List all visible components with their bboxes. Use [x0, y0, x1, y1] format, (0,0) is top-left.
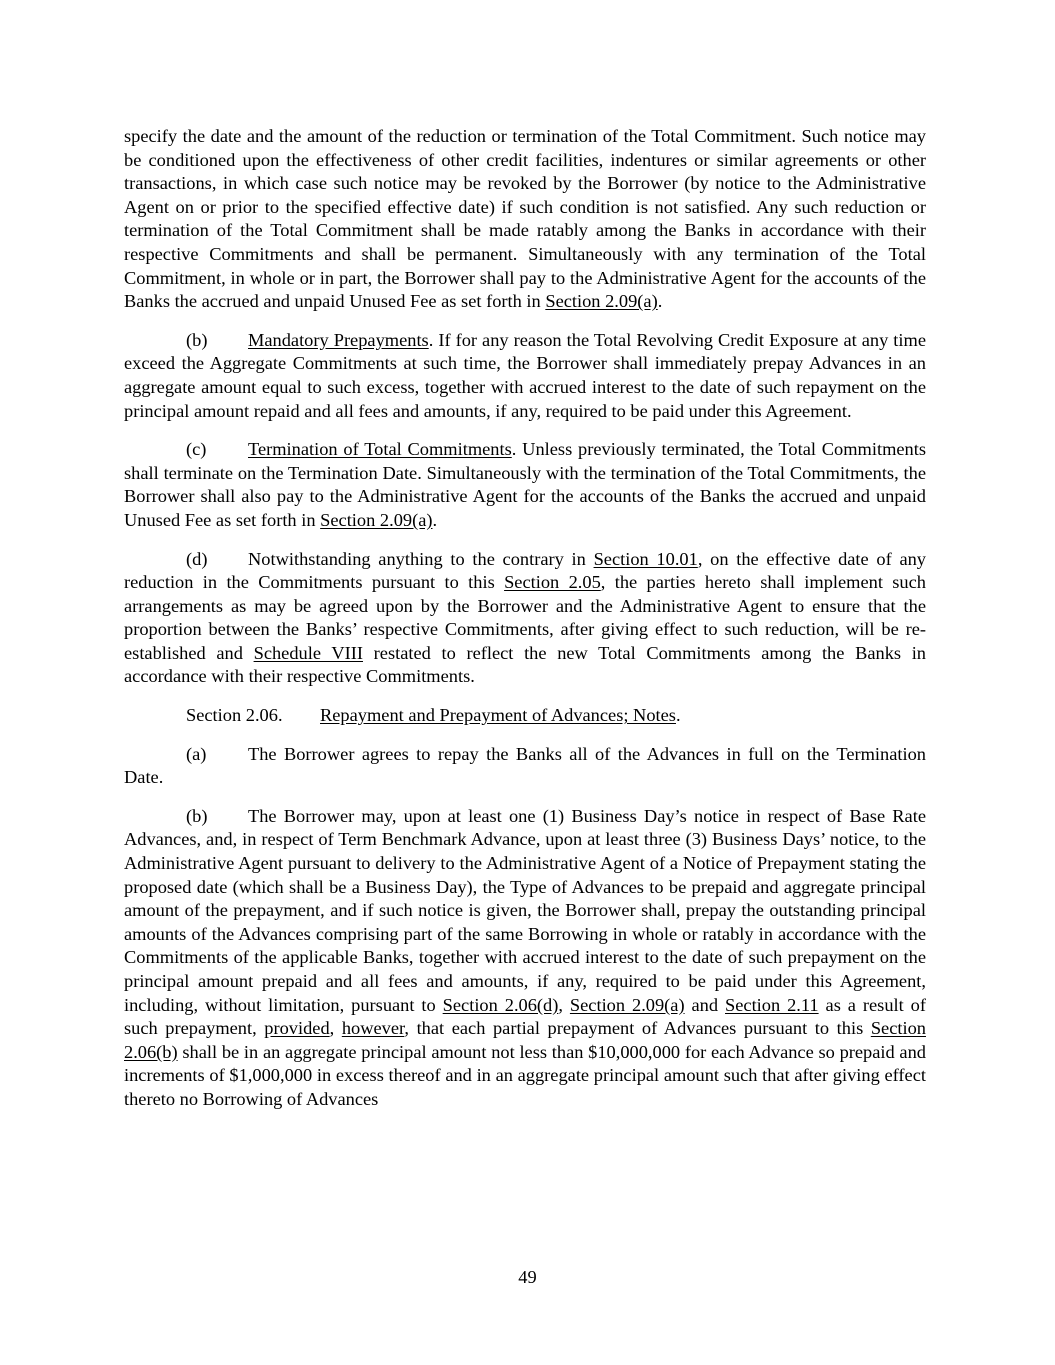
document-body [124, 125, 926, 1127]
clause-label: (c) [186, 439, 207, 460]
paragraph-text: , [329, 1018, 342, 1039]
clause-label: (b) [186, 805, 208, 826]
paragraph-text: specify the date and the amount of the reduction or termination of the Total Commitment. Such notice may be conditioned upon the effectiveness of other credit facilities, indentures or similar agreements or other transactions, in which case such notice may be revoked by the Borrower (by notice to the Administrative Agent on or prior to the specified effective date) if such condition is not satisfied. Any such reduction or termination of the Total Commitment shall be made ratably among the Banks in accordance with their respective Commitments and shall be permanent. Simultaneously with any termination of the Total Commitment, in whole or in part, the Borrower shall pay to the Administrative Agent for the accounts of the Banks the accrued and unpaid Unused Fee as set forth in [124, 126, 926, 312]
section-title-end: . [675, 705, 681, 726]
section-reference: Section 2.11 [725, 994, 819, 1015]
paragraph-text: . [432, 509, 438, 530]
section-reference: Section 2.09(a) [569, 994, 685, 1015]
paragraph-text: as a result of such prepayment, [124, 994, 926, 1039]
paragraph-termination-of-commitments [124, 438, 926, 532]
clause-heading: Termination of Total Commitments [248, 439, 512, 460]
section-title: Repayment and Prepayment of Advances; Notes [320, 705, 676, 726]
clause-label: (d) [186, 548, 208, 569]
section-reference: Section 2.09(a) [545, 291, 658, 312]
paragraph-mandatory-prepayments [124, 329, 926, 423]
section-reference: Section 2.06(d) [442, 994, 559, 1015]
emphasis-term: provided [264, 1018, 330, 1039]
paragraph-continued [124, 125, 926, 314]
paragraph-text: The Borrower agrees to repay the Banks all of the Advances in full on the Termination Date. [124, 743, 926, 788]
paragraph-text: shall be in an aggregate principal amount not less than $10,000,000 for each Advance so prepaid and increments of $1,000,000 in excess thereof and in an aggregate principal amount such that after giving effect thereto no Borrowing of Advances [124, 1041, 926, 1109]
paragraph-text: . If for any reason the Total Revolving Credit Exposure at any time exceed the Aggregate Commitments at such time, the Borrower shall immediately prepay Advances in an aggregate amount equal to such excess, together with accrued interest to the date of such repayment on the principal amount repaid and all fees and amounts, if any, required to be paid under this Agreement. [124, 329, 926, 421]
clause-label: (a) [186, 743, 207, 764]
paragraph-text: Notwithstanding anything to the contrary in [248, 548, 594, 569]
paragraph-text: The Borrower may, upon at least one (1) Business Day’s notice in respect of Base Rate Advances, and, in respect of Term Benchmark Advance, upon at least three (3) Business Days’ notice, to the Administrative Agent pursuant to delivery to the Administrative Agent of a Notice of Prepayment stating the proposed date (which shall be a Business Day), the Type of Advances to be prepaid and aggregate principal amount of the prepayment, and if such notice is given, the Borrower shall, prepay the outstanding principal amounts of the Advances comprising part of the same Borrowing in whole or ratably in accordance with the Commitments of the applicable Banks, together with accrued interest to the date of such prepayment on the principal amount prepaid and all fees and amounts, if any, required to be paid under this Agreement, including, without limitation, pursuant to [124, 805, 926, 1015]
clause-label: (b) [186, 329, 208, 350]
paragraph-text: , [558, 994, 570, 1015]
section-reference: Section 2.09(a) [320, 509, 433, 530]
paragraph-text: , that each partial prepayment of Advances pursuant to this [404, 1018, 871, 1039]
paragraph-notwithstanding [124, 548, 926, 690]
paragraph-text: , the parties hereto shall implement such arrangements as may be agreed upon by the Borrower and the Administrative Agent to ensure that the proportion between the Banks’ respective Commitments, after giving effect to such reduction, will be re-established and [124, 572, 926, 663]
paragraph-text: . Unless previously terminated, the Total Commitments shall terminate on the Termination Date. Simultaneously with the termination of the Total Commitments, the Borrower shall also pay to the Administrative Agent for the accounts of the Banks the accrued and unpaid Unused Fee as set forth in [124, 439, 926, 530]
paragraph-text: and [684, 994, 726, 1015]
section-reference: Section 10.01 [593, 548, 698, 569]
section-reference: Section 2.06(b) [124, 1018, 926, 1062]
section-heading [124, 704, 926, 728]
page-number: 49 [518, 1267, 537, 1287]
paragraph-repayment [124, 743, 926, 790]
paragraph-text: . [657, 291, 663, 312]
schedule-reference: Schedule VIII [253, 642, 363, 663]
section-number: Section 2.06. [186, 705, 283, 726]
paragraph-optional-prepayment [124, 805, 926, 1112]
section-reference: Section 2.05 [504, 572, 601, 593]
paragraph-text: restated to reflect the new Total Commitments among the Banks in accordance with their respective Commitments. [124, 642, 927, 687]
paragraph-text: , on the effective date of any reduction in the Commitments pursuant to this [124, 548, 926, 593]
emphasis-term: however [341, 1018, 405, 1039]
clause-heading: Mandatory Prepayments [248, 329, 429, 350]
